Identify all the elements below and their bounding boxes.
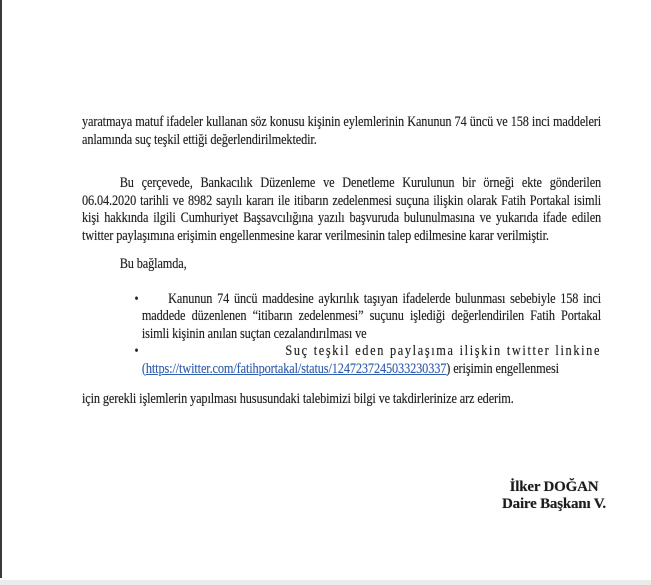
- bullet-icon: •: [134, 291, 139, 307]
- bullet-icon: •: [134, 344, 139, 359]
- paragraph-framework: Bu çerçevede, Bankacılık Düzenleme ve Denetleme Kurulunun bir örneği ekte gönderilen 06.04.2020 tarihli ve 8982 sayılı kararı ile itibarın zedelenmesi suçuna ilişkin olarak Fatih Portakal isimli kişi hakkında ilgili Cumhuriyet Başsavcılığına yazılı başvuruda bulunulmasına ve yukarıda ifade edilen twitter paylaşımına erişimin engellenmesine karar verilmesinin talep edilmesine karar verilmiştir.: [82, 175, 602, 244]
- bullet-1-text: Kanunun 74 üncü maddesine aykırılık taşıyan ifadelerde bulunması sebebiyle 158 inci maddede düzenlenen “itibarın zedelenmesi” suçunu işlediği değerlendirilen Fatih Portakal isimli kişinin anılan suçtan cezalandırılması ve: [141, 290, 602, 342]
- twitter-link-wrap: [142, 361, 446, 377]
- open-paren: (: [141, 360, 146, 377]
- signatory-title: Daire Başkanı V.: [502, 495, 606, 512]
- scan-bottom-strip: [0, 580, 651, 585]
- signatory-name: İlker DOĞAN: [509, 479, 599, 495]
- page-left-edge-line: [0, 0, 2, 578]
- bullet-2-lead-line: Suç teşkil eden paylaşıma ilişkin twitter linkine: [285, 343, 602, 359]
- paragraph-closing: için gerekli işlemlerin yapılması hususundaki talebimizi bilgi ve takdirlerinize arz ederim.: [82, 391, 514, 407]
- twitter-status-link[interactable]: https://twitter.com/fatihportakal/status/1247237245033230337: [145, 360, 447, 377]
- bullet-item-1: [82, 291, 601, 344]
- after-link-text: ) erişimin engellenmesi: [446, 360, 559, 377]
- document-body: [82, 114, 601, 409]
- signature-block: [498, 479, 610, 512]
- bullet-2-link-line: [142, 361, 601, 379]
- paragraph-intro: yaratmaya matuf ifadeler kullanan söz konusu kişinin eylemlerinin Kanunun 74 üncü ve 158 inci maddeleri anlamında suç teşkil ettiği değerlendirilmektedir.: [82, 114, 602, 148]
- paragraph-context: Bu bağlamda,: [119, 256, 187, 272]
- bullet-item-2: [82, 343, 601, 378]
